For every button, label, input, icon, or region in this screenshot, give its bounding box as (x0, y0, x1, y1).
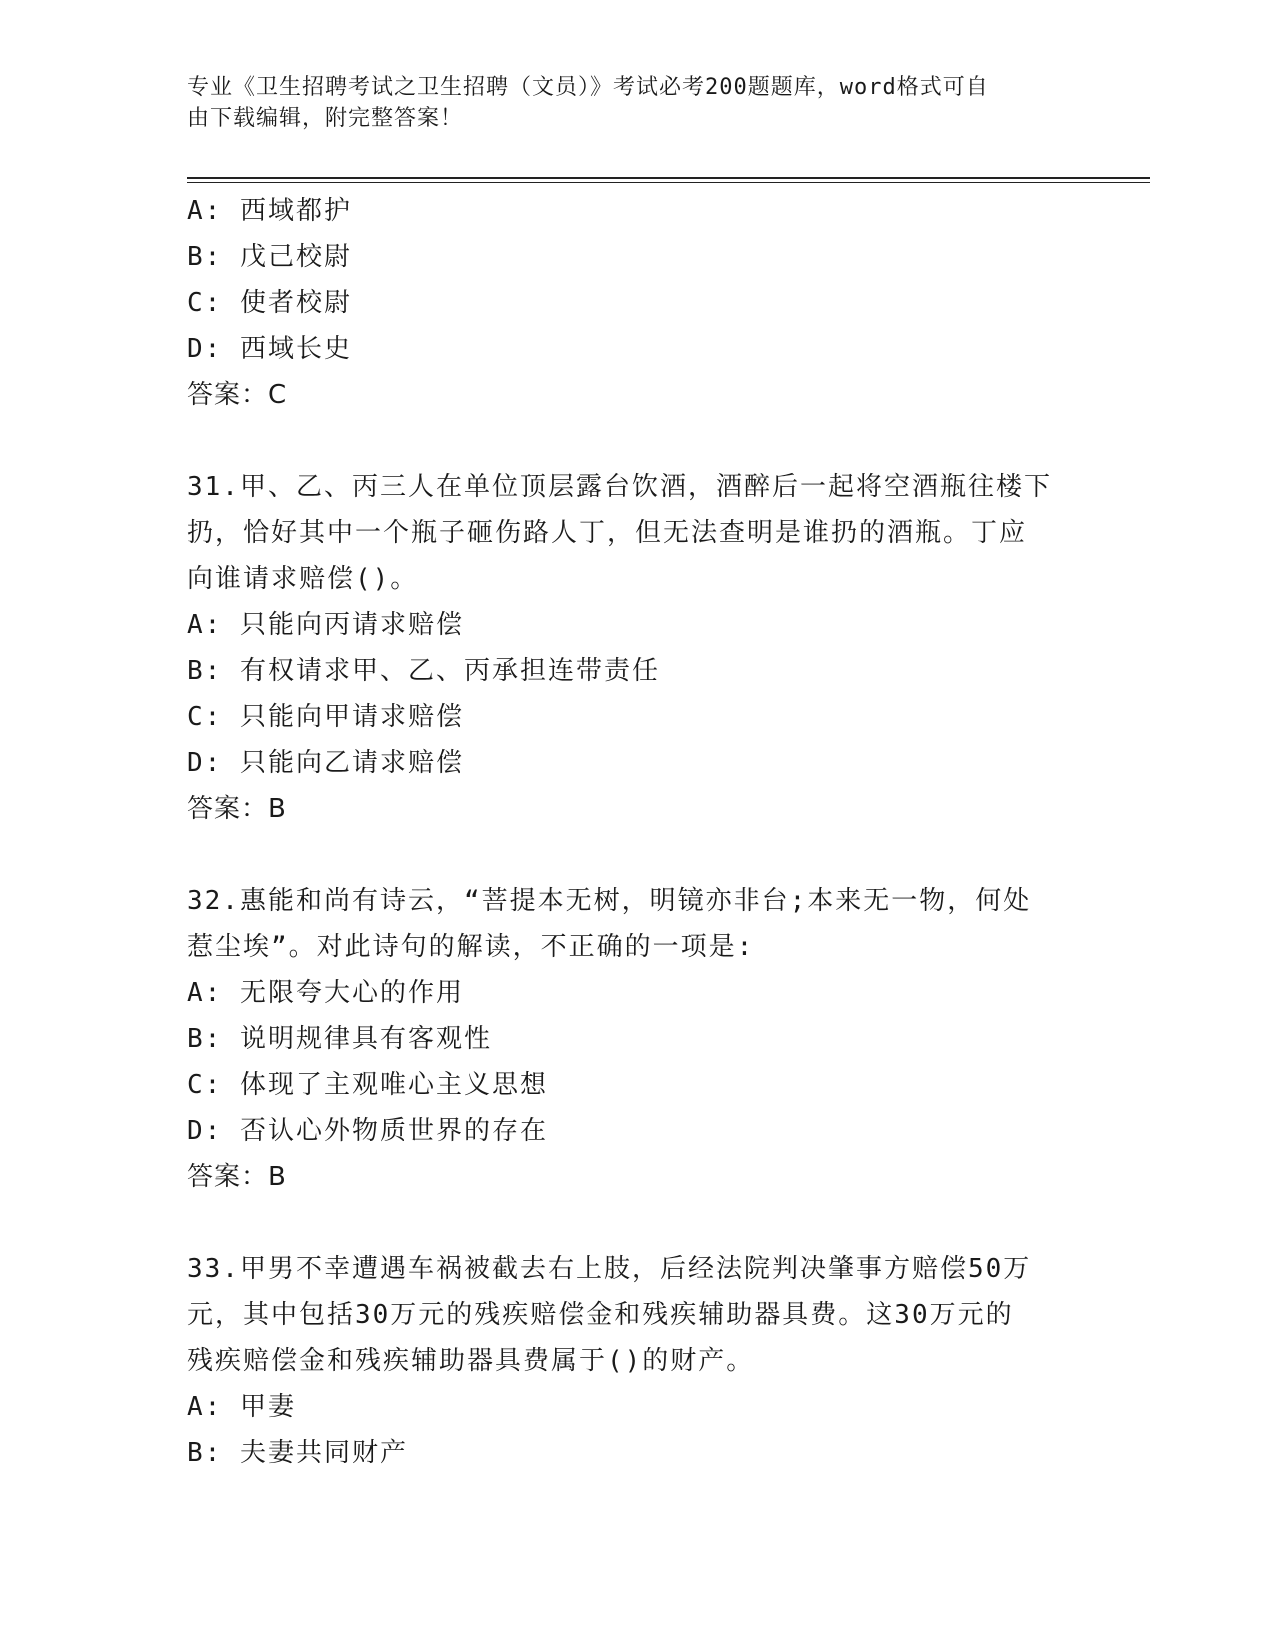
question-stem-line: 元，其中包括30万元的残疾赔偿金和残疾辅助器具费。这30万元的 (187, 1300, 1014, 1330)
document-header (187, 72, 1067, 134)
header-line-1: 专业《卫生招聘考试之卫生招聘（文员）》考试必考200题题库，word格式可自 (187, 75, 989, 100)
header-divider-thick (187, 177, 1150, 179)
option-d: D: 否认心外物质世界的存在 (187, 1116, 548, 1146)
option-c: C: 使者校尉 (187, 288, 352, 318)
option-a: A: 只能向丙请求赔偿 (187, 610, 464, 640)
spacer (187, 832, 1087, 878)
question-block-continued (187, 188, 1087, 418)
option-b: B: 说明规律具有客观性 (187, 1024, 492, 1054)
answer-line: 答案：C (187, 380, 288, 410)
question-stem-line: 32.惠能和尚有诗云，“菩提本无树，明镜亦非台;本来无一物，何处 (187, 886, 1032, 916)
question-stem-line: 向谁请求赔偿()。 (187, 564, 419, 594)
spacer (187, 1200, 1087, 1246)
question-stem-line: 33.甲男不幸遭遇车祸被截去右上肢，后经法院判决肇事方赔偿50万 (187, 1254, 1032, 1284)
question-stem-line: 扔，恰好其中一个瓶子砸伤路人丁，但无法查明是谁扔的酒瓶。丁应 (187, 518, 1028, 548)
question-list (187, 188, 1087, 1476)
question-block-32 (187, 878, 1087, 1200)
spacer (187, 418, 1087, 464)
question-block-33 (187, 1246, 1087, 1476)
option-c: C: 只能向甲请求赔偿 (187, 702, 464, 732)
option-b: B: 戊己校尉 (187, 242, 352, 272)
question-stem-line: 31.甲、乙、丙三人在单位顶层露台饮酒，酒醉后一起将空酒瓶往楼下 (187, 472, 1052, 502)
question-block-31 (187, 464, 1087, 832)
option-b: B: 夫妻共同财产 (187, 1438, 408, 1468)
question-stem-line: 惹尘埃”。对此诗句的解读，不正确的一项是: (187, 932, 755, 962)
answer-line: 答案：B (187, 794, 287, 824)
header-line-2: 由下载编辑，附完整答案！ (187, 106, 464, 131)
option-b: B: 有权请求甲、乙、丙承担连带责任 (187, 656, 660, 686)
header-divider-thin (187, 182, 1150, 183)
option-a: A: 甲妻 (187, 1392, 296, 1422)
option-c: C: 体现了主观唯心主义思想 (187, 1070, 548, 1100)
option-d: D: 只能向乙请求赔偿 (187, 748, 464, 778)
answer-line: 答案：B (187, 1162, 287, 1192)
option-a: A: 无限夸大心的作用 (187, 978, 464, 1008)
option-a: A: 西域都护 (187, 196, 352, 226)
option-d: D: 西域长史 (187, 334, 352, 364)
question-stem-line: 残疾赔偿金和残疾辅助器具费属于()的财产。 (187, 1346, 755, 1376)
